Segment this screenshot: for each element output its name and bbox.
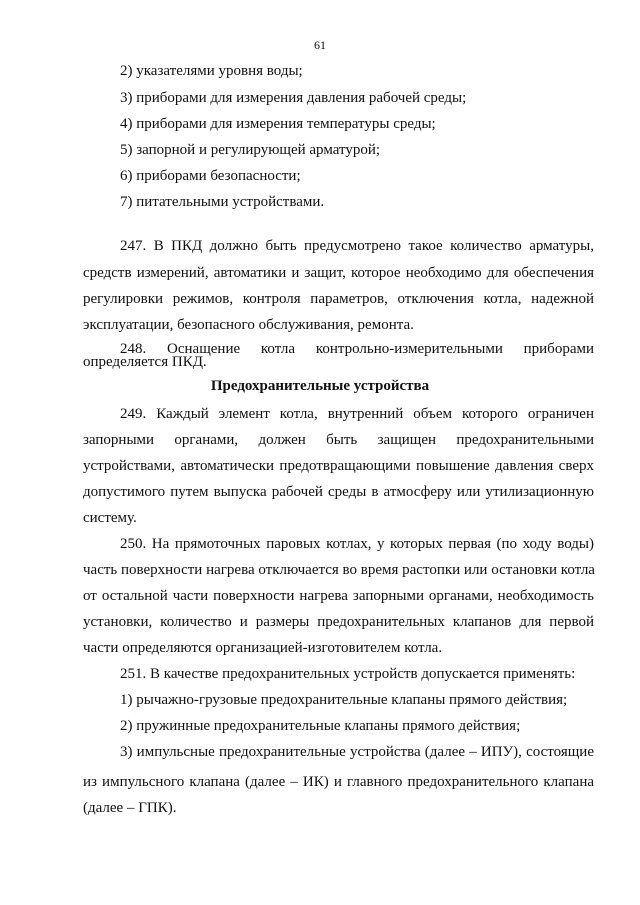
page-number: 61 <box>314 38 326 52</box>
paragraph-247-line: регулировки режимов, контроля параметров, отключения котла, надежной <box>83 291 594 307</box>
paragraph-250-line: 250. На прямоточных паровых котлах, у которых первая (по ходу воды) <box>120 536 594 552</box>
list-item: 2) пружинные предохранительные клапаны прямого действия; <box>120 718 521 734</box>
list-item: 3) приборами для измерения давления рабочей среды; <box>120 90 467 106</box>
paragraph-249-line: систему. <box>83 510 137 526</box>
paragraph-249-line: допустимого путем выпуска рабочей среды в атмосферу или утилизационную <box>83 484 594 500</box>
paragraph-250-line: часть поверхности нагрева отключается во время растопки или остановки котла <box>83 562 595 578</box>
paragraph-250-line: от остальной части поверхности нагрева запорными органами, необходимость <box>83 588 594 604</box>
paragraph-249-line: запорными органами, должен быть защищен предохранительными <box>83 432 594 448</box>
list-item: 5) запорной и регулирующей арматурой; <box>120 142 381 158</box>
paragraph-247-line: 247. В ПКД должно быть предусмотрено такое количество арматуры, <box>120 238 594 254</box>
list-item: 6) приборами безопасности; <box>120 168 301 184</box>
paragraph-248-line: определяется ПКД. <box>83 354 207 370</box>
paragraph-247-line: средств измерений, автоматики и защит, которое необходимо для обеспечения <box>83 265 594 281</box>
paragraph-251: 251. В качестве предохранительных устройств допускается применять: <box>120 666 576 682</box>
list-item-3-line: 3) импульсные предохранительные устройства (далее – ИПУ), состоящие <box>120 744 594 760</box>
paragraph-247-line: эксплуатации, безопасного обслуживания, ремонта. <box>83 317 414 333</box>
list-item: 7) питательными устройствами. <box>120 194 325 210</box>
paragraph-248-line: 248. Оснащение котла контрольно-измерительными приборами <box>120 341 594 357</box>
paragraph-249-line: устройствами, автоматически предотвращающими повышение давления сверх <box>83 458 594 474</box>
list-item: 4) приборами для измерения температуры среды; <box>120 116 436 132</box>
paragraph-250-line: установки, количество и размеры предохранительных клапанов для первой <box>83 614 594 630</box>
section-heading: Предохранительные устройства <box>210 378 430 394</box>
list-item: 2) указателями уровня воды; <box>120 63 303 79</box>
list-item: 1) рычажно-грузовые предохранительные клапаны прямого действия; <box>120 692 568 708</box>
paragraph-249-line: 249. Каждый элемент котла, внутренний объем которого ограничен <box>120 406 594 422</box>
list-item-3-line: (далее – ГПК). <box>83 800 177 816</box>
paragraph-250-line: части определяются организацией-изготовителем котла. <box>83 640 443 656</box>
list-item-3-line: из импульсного клапана (далее – ИК) и главного предохранительного клапана <box>83 774 594 790</box>
